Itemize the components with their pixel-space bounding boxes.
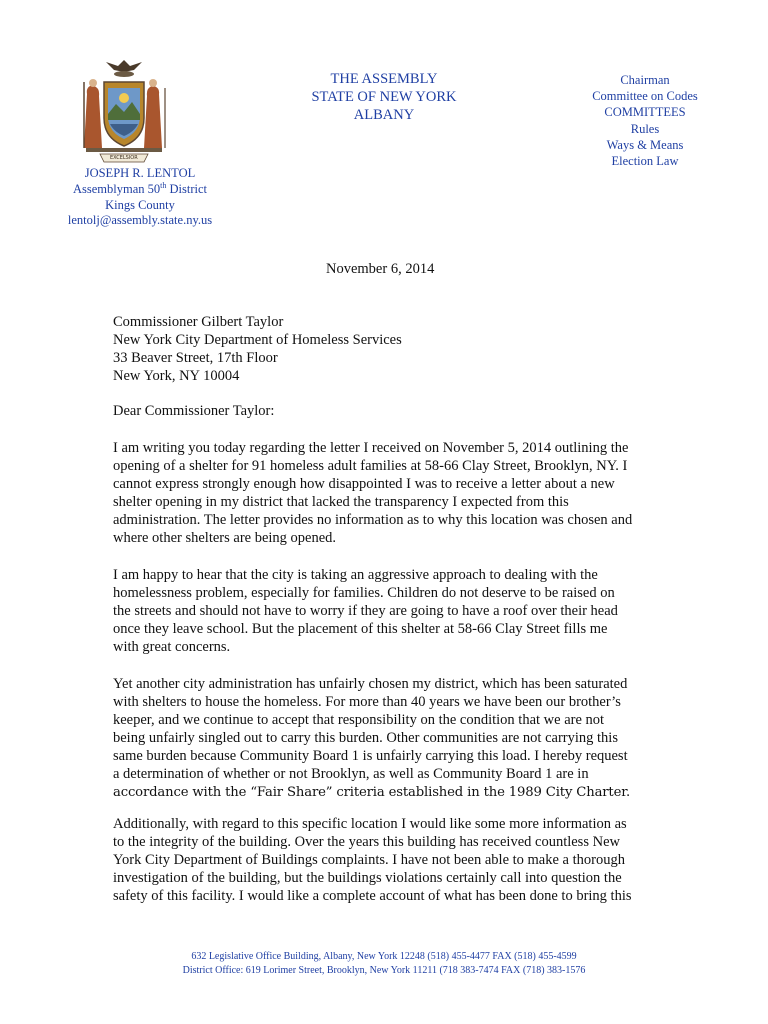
assembly-header <box>264 70 504 124</box>
paragraph-line: accordance with the “Fair Share” criteria established in the 1989 City Charter. <box>113 784 630 800</box>
member-info <box>40 166 240 229</box>
paragraph-line: opening of a shelter for 91 homeless adult families at 58-66 Clay Street, Brooklyn, NY. I <box>113 458 628 475</box>
member-title-suffix: District <box>166 181 207 196</box>
paragraph-line: being unfairly singled out to carry this burden. Other communities are not carrying this <box>113 730 618 747</box>
recipient-line: New York, NY 10004 <box>113 368 240 384</box>
chairman-committee: Committee on Codes <box>592 89 698 104</box>
paragraph-line: Additionally, with regard to this specific location I would like some more information as <box>113 816 627 832</box>
committee-election-law: Election Law <box>611 154 679 169</box>
body-paragraph-3 <box>113 675 673 802</box>
header-line-state: STATE OF NEW YORK <box>311 89 457 105</box>
member-name: JOSEPH R. LENTOL <box>84 166 196 180</box>
paragraph-line: homelessness problem, especially for families. Children do not deserve to be raised on <box>113 585 615 602</box>
letter-date: November 6, 2014 <box>326 261 435 277</box>
body-paragraph-4 <box>113 815 673 905</box>
paragraph-line: cannot express strongly enough how disappointed I was to receive a letter about a new <box>113 476 615 493</box>
paragraph-line: the streets and should not have to worry if they are going to have a roof over their head <box>113 603 618 620</box>
paragraph-line: administration. The letter provides no information as to why this location was chosen and <box>113 512 633 529</box>
member-title-prefix: Assemblyman 50 <box>72 181 161 196</box>
paragraph-line: Yet another city administration has unfairly chosen my district, which has been saturated <box>113 676 628 692</box>
paragraph-line: with great concerns. <box>113 639 231 656</box>
paragraph-line: once they leave school. But the placement of this shelter at 58-66 Clay Street fills me <box>113 621 608 638</box>
committees-heading: COMMITTEES <box>604 105 686 120</box>
footer-albany-address: 632 Legislative Office Building, Albany, New York 12248 (518) 455-4477 FAX (518) 455-4599 <box>191 951 577 962</box>
seal-motto: EXCELSIOR <box>110 155 138 161</box>
member-title-sup: th <box>160 180 167 190</box>
paragraph-line: to the integrity of the building. Over the years this building has received countless New <box>113 834 620 851</box>
paragraph-line: I am happy to hear that the city is taking an aggressive approach to dealing with the <box>113 567 598 583</box>
salutation: Dear Commissioner Taylor: <box>113 403 275 419</box>
footer-district-address: District Office: 619 Lorimer Street, Brooklyn, New York 11211 (718 383-7474 FAX (718) 383-1576 <box>182 964 586 976</box>
recipient-line: New York City Department of Homeless Services <box>113 332 402 348</box>
body-paragraph-1 <box>113 439 673 548</box>
paragraph-line: I am writing you today regarding the letter I received on November 5, 2014 outlining the <box>113 440 629 456</box>
paragraph-line: safety of this facility. I would like a complete account of what has been done to bring this <box>113 888 632 905</box>
body-paragraph-2 <box>113 566 673 656</box>
letterhead-footer <box>120 950 648 977</box>
recipient-line: Commissioner Gilbert Taylor <box>113 314 284 330</box>
committees-block <box>580 72 710 169</box>
paragraph-line: a determination of whether or not Brooklyn, as well as Community Board 1 are in <box>113 766 589 783</box>
recipient-line: 33 Beaver Street, 17th Floor <box>113 350 278 366</box>
header-line-assembly: THE ASSEMBLY <box>330 71 438 87</box>
paragraph-line: York City Department of Buildings complaints. I have not been able to make a thorough <box>113 852 625 869</box>
recipient-address <box>113 313 673 385</box>
committee-rules: Rules <box>630 121 660 136</box>
state-seal-logo <box>72 56 176 164</box>
paragraph-line: investigation of the building, but the buildings violations certainly call into question the <box>113 870 622 887</box>
member-county: Kings County <box>105 197 175 212</box>
member-title <box>40 182 240 198</box>
paragraph-line: keeper, and we continue to accept that responsibility on the condition that we are not <box>113 712 605 729</box>
chairman-label: Chairman <box>620 73 670 87</box>
paragraph-line: shelter opening in my district that lacked the transparency I expected from this <box>113 494 569 511</box>
member-email: lentolj@assembly.state.ny.us <box>67 213 213 228</box>
header-line-city: ALBANY <box>353 107 415 123</box>
paragraph-line: where other shelters are being opened. <box>113 530 337 547</box>
paragraph-line: with shelters to house the homeless. For more than 40 years we have been our brother’s <box>113 694 621 711</box>
committee-ways-means: Ways & Means <box>606 137 684 152</box>
paragraph-line: same burden because Community Board 1 is unfairly carrying this load. I hereby request <box>113 748 628 765</box>
